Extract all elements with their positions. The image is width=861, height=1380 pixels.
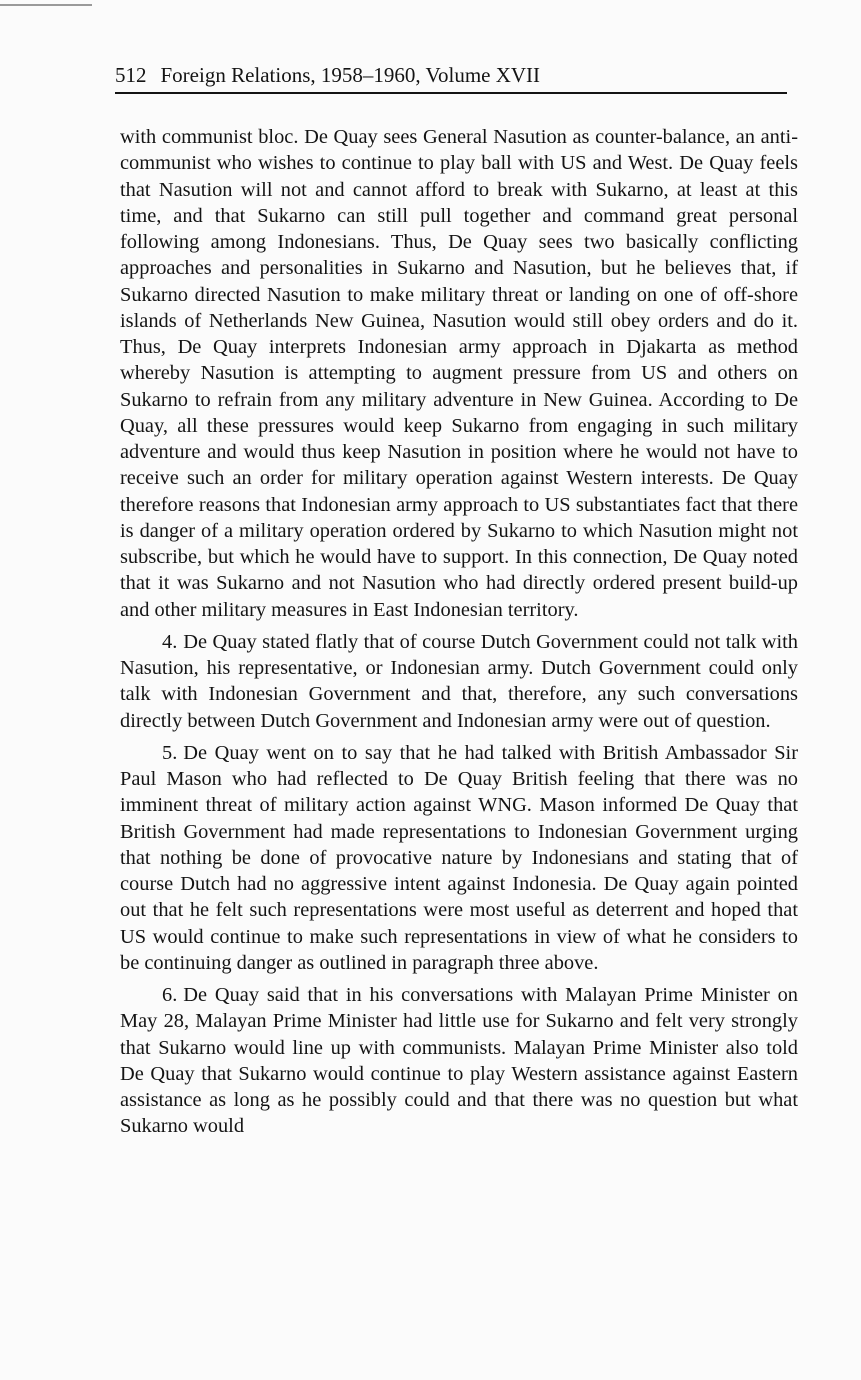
paragraph-4 (120, 629, 798, 734)
paragraph-text: De Quay stated flatly that of course Dutch Government could not talk with Nasution, his representative, or Indonesian army. Dutch Government could only talk with Indonesian Government and that, therefore, any such conversations directly between Dutch Government and Indonesian army were out of question. (120, 630, 798, 732)
running-head (115, 62, 787, 94)
paragraph-number: 5. (162, 741, 178, 764)
paragraph-text: De Quay went on to say that he had talked with British Ambassador Sir Paul Mason who had reflected to De Quay British feeling that there was no imminent threat of military action against WNG. Mason informed De Quay that British Government had made representations to Indonesian Government urging that nothing be done of provocative nature by Indonesians and stating that of course Dutch had no aggressive intent against Indonesia. De Quay again pointed out that he felt such representations were most useful as deterrent and hoped that US would continue to make such representations in view of what he considers to be continuing danger as outlined in paragraph three above. (120, 741, 798, 974)
document-body (120, 124, 798, 1146)
paragraph-continued (120, 124, 798, 623)
page-number: 512 (115, 63, 147, 87)
paragraph-number: 6. (162, 984, 178, 1006)
paragraph-5 (120, 740, 798, 976)
paragraph-text: with communist bloc. De Quay sees General Nasution as counter-balance, an anti-communist who wishes to continue to play ball with US and West. De Quay feels that Nasution will not and cannot afford to break with Sukarno, at least at this time, and that Sukarno can still pull together and command great personal following among Indonesians. Thus, De Quay sees two basically conflicting approaches and personalities in Sukarno and Nasution, but he believes that, if Sukarno directed Nasution to make military threat or landing on one of off-shore islands of Netherlands New Guinea, Nasution would still obey orders and do it. Thus, De Quay interprets Indonesian army approach in Djakarta as method whereby Nasution is attempting to augment pressure from US and others on Sukarno to refrain from any military adventure in New Guinea. According to De Quay, all these pressures would keep Sukarno from engaging in such military adventure and would thus keep Nasution in position where he would not have to receive such an order for military operation against Western interests. De Quay therefore reasons that Indonesian army approach to US substantiates fact that there is danger of a military operation ordered by Sukarno to which Nasution might not subscribe, but which he would have to support. In this connection, De Quay noted that it was Sukarno and not Nasution who had directly ordered present build-up and other military measures in East Indonesian territory. (120, 126, 798, 621)
page-edge-mark (0, 4, 92, 6)
paragraph-6 (120, 982, 798, 1140)
paragraph-number: 4. (162, 630, 178, 653)
publication-title: Foreign Relations, 1958–1960, Volume XVII (160, 63, 541, 87)
paragraph-text: De Quay said that in his conversations with Malayan Prime Minister on May 28, Malayan Prime Minister had little use for Sukarno and felt very strongly that Sukarno would line up with communists. Malayan Prime Minister also told De Quay that Sukarno would continue to play Western assistance against Eastern assistance as long as he possibly could and that there was no question but what Sukarno would (120, 984, 798, 1138)
